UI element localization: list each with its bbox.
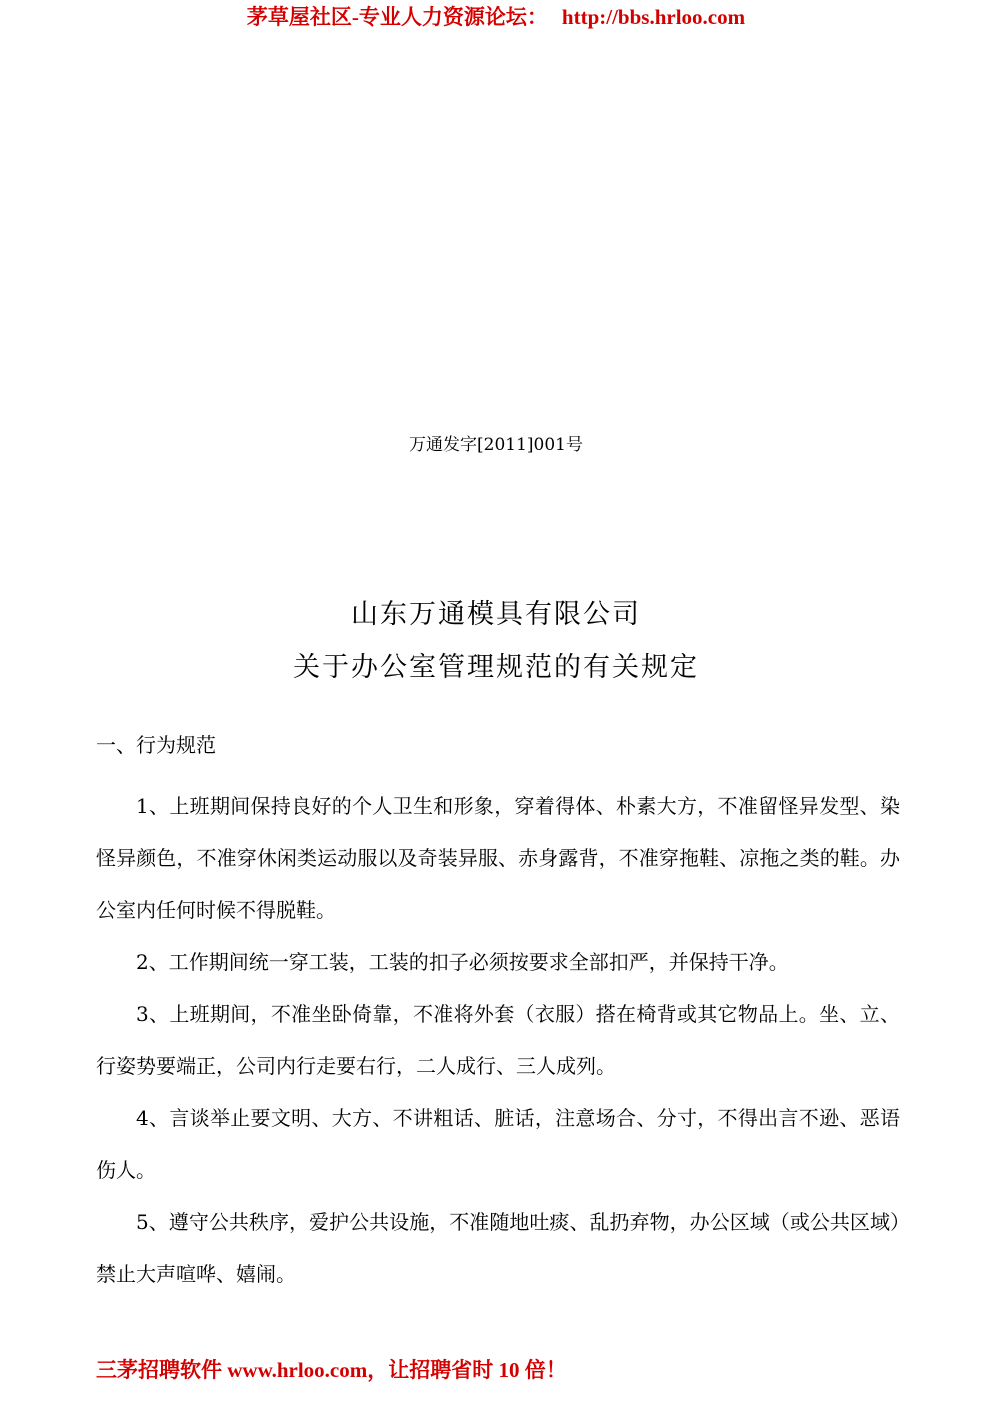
header-site-name: 茅草屋社区-专业人力资源论坛： <box>246 5 548 29</box>
footer-banner[interactable]: 三茅招聘软件 www.hrloo.com，让招聘省时 10 倍！ <box>96 1358 567 1382</box>
document-body <box>96 780 900 1300</box>
paragraph-2: 2、工作期间统一穿工装，工装的扣子必须按要求全部扣严，并保持干净。 <box>136 950 789 974</box>
document-title-subject: 关于办公室管理规范的有关规定 <box>293 652 699 683</box>
document-number: 万通发字[2011]001号 <box>409 435 583 455</box>
header-url-link[interactable]: http://bbs.hrloo.com <box>561 5 746 29</box>
paragraph-4: 4、言谈举止要文明、大方、不讲粗话、脏话，注意场合、分寸，不得出言不逊、恶语伤人。 <box>96 1106 900 1182</box>
paragraph-1: 1、上班期间保持良好的个人卫生和形象，穿着得体、朴素大方，不准留怪异发型、染怪异颜色，不准穿休闲类运动服以及奇装异服、赤身露背，不准穿拖鞋、凉拖之类的鞋。办公室内任何时候不得脱鞋。 <box>96 794 900 922</box>
paragraph-5: 5、遵守公共秩序，爱护公共设施，不准随地吐痰、乱扔弃物，办公区域（或公共区域）禁止大声喧哗、嬉闹。 <box>96 1210 900 1286</box>
section-heading-conduct: 一、行为规范 <box>96 733 216 757</box>
document-title-company: 山东万通模具有限公司 <box>351 599 641 630</box>
header-banner <box>0 4 992 30</box>
paragraph-3: 3、上班期间，不准坐卧倚靠，不准将外套（衣服）搭在椅背或其它物品上。坐、立、行姿势要端正，公司内行走要右行，二人成行、三人成列。 <box>96 1002 900 1078</box>
